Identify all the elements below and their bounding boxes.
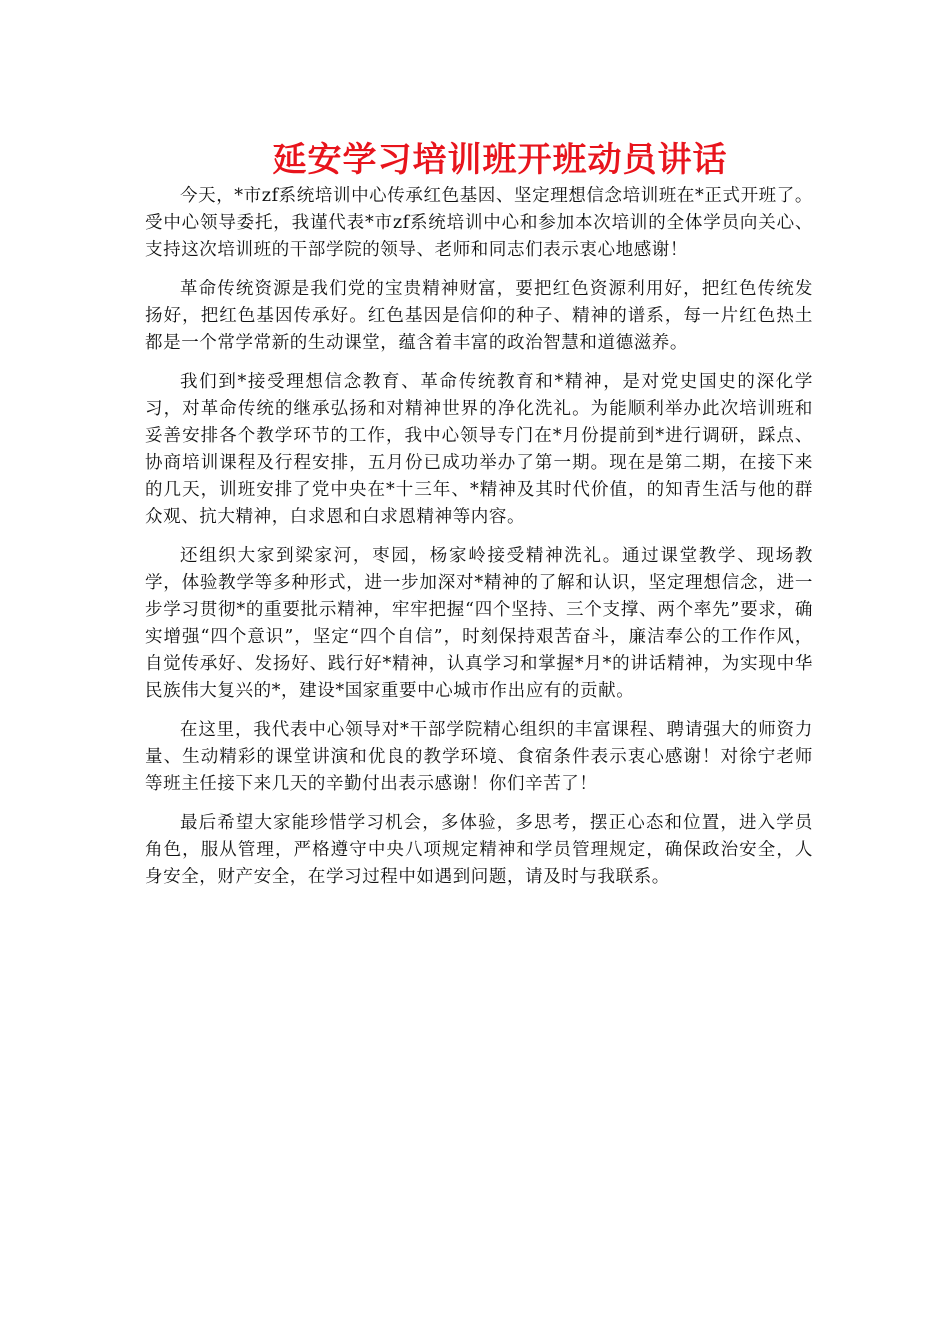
paragraph-opening: 今天，*市zf系统培训中心传承红色基因、坚定理想信念培训班在*正式开班了。受中心领导委托，我谨代表*市zf系统培训中心和参加本次培训的全体学员向关心、支持这次培训班的干部学院的领导、老师和同志们表示衷心地感谢！ — [145, 186, 813, 260]
paragraph-thanks: 在这里，我代表中心领导对*干部学院精心组织的丰富课程、聘请强大的师资力量、生动精彩的课堂讲演和优良的教学环境、食宿条件表示衷心感谢！对徐宁老师等班主任接下来几天的辛勤付出表示感谢！你们辛苦了！ — [145, 720, 813, 794]
paragraph-field-study: 还组织大家到梁家河，枣园，杨家岭接受精神洗礼。通过课堂教学、现场教学，体验教学等多种形式，进一步加深对*精神的了解和认识，坚定理想信念，进一步学习贯彻*的重要批示精神，牢牢把握“四个坚持、三个支撑、两个率先”要求，确实增强“四个意识”，坚定“四个自信”，时刻保持艰苦奋斗，廉洁奉公的工作作风，自觉传承好、发扬好、践行好*精神，认真学习和掌握*月*的讲话精神，为实现中华民族伟大复兴的*，建设*国家重要中心城市作出应有的贡献。 — [145, 546, 813, 701]
paragraph-red-tradition: 革命传统资源是我们党的宝贵精神财富，要把红色资源利用好，把红色传统发扬好，把红色基因传承好。红色基因是信仰的种子、精神的谱系，每一片红色热土都是一个常学常新的生动课堂，蕴含着丰富的政治智慧和道德滋养。 — [145, 279, 813, 353]
document-title: 延安学习培训班开班动员讲话 — [272, 140, 728, 180]
document-body — [145, 183, 813, 891]
paragraph-closing: 最后希望大家能珍惜学习机会，多体验，多思考，摆正心态和位置，进入学员角色，服从管理，严格遵守中央八项规定精神和学员管理规定，确保政治安全，人身安全，财产安全，在学习过程中如遇到问题，请及时与我联系。 — [145, 813, 813, 887]
paragraph-training-arrangement: 我们到*接受理想信念教育、革命传统教育和*精神，是对党史国史的深化学习，对革命传统的继承弘扬和对精神世界的净化洗礼。为能顺利举办此次培训班和妥善安排各个教学环节的工作，我中心领导专门在*月份提前到*进行调研，踩点、协商培训课程及行程安排，五月份已成功举办了第一期。现在是第二期，在接下来的几天，训班安排了党中央在*十三年、*精神及其时代价值，的知青生活与他的群众观、抗大精神，白求恩和白求恩精神等内容。 — [145, 372, 813, 527]
